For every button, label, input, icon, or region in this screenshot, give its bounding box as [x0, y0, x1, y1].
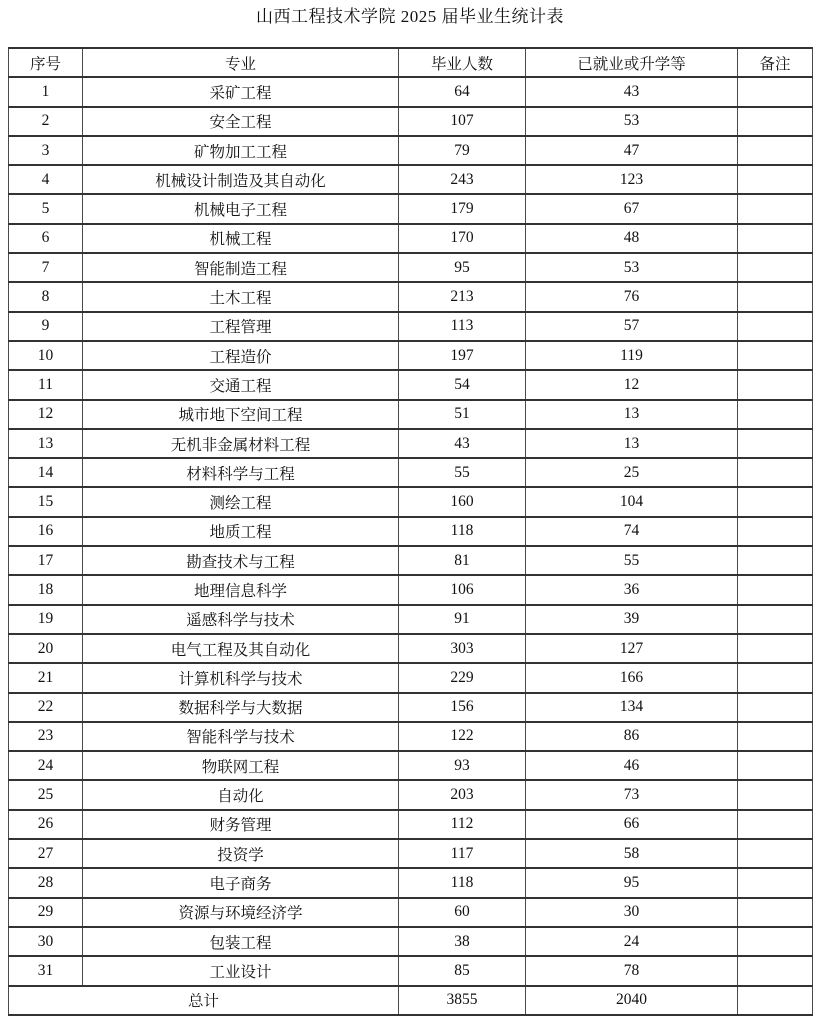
table-row: [9, 224, 813, 253]
row-major-cell: 机械工程: [83, 224, 399, 253]
row-remark-cell: [738, 898, 813, 927]
row-graduates-cell: 156: [399, 693, 526, 722]
row-remark-cell: [738, 810, 813, 839]
row-major-cell: 资源与环境经济学: [83, 898, 399, 927]
row-remark-cell: [738, 693, 813, 722]
row-graduates-cell: 112: [399, 810, 526, 839]
total-row: [9, 986, 813, 1015]
row-index-cell: 1: [9, 77, 83, 106]
row-remark-cell: [738, 429, 813, 458]
row-index-cell: 27: [9, 839, 83, 868]
row-employed-cell: 13: [526, 429, 738, 458]
total-remark: [738, 986, 813, 1015]
row-remark-cell: [738, 722, 813, 751]
row-employed-cell: 104: [526, 487, 738, 516]
row-index-cell: 13: [9, 429, 83, 458]
row-graduates-cell: 91: [399, 605, 526, 634]
row-remark-cell: [738, 370, 813, 399]
row-index-cell: 3: [9, 136, 83, 165]
table-row: [9, 634, 813, 663]
total-graduates: 3855: [399, 986, 526, 1015]
row-employed-cell: 39: [526, 605, 738, 634]
table-row: [9, 927, 813, 956]
row-employed-cell: 86: [526, 722, 738, 751]
row-major-cell: 地质工程: [83, 517, 399, 546]
row-index-cell: 28: [9, 868, 83, 897]
table-row: [9, 693, 813, 722]
row-graduates-cell: 55: [399, 458, 526, 487]
row-graduates-cell: 106: [399, 575, 526, 604]
row-graduates-cell: 85: [399, 956, 526, 985]
row-graduates-cell: 51: [399, 400, 526, 429]
row-major-cell: 勘查技术与工程: [83, 546, 399, 575]
row-index-cell: 17: [9, 546, 83, 575]
row-remark-cell: [738, 927, 813, 956]
row-major-cell: 智能科学与技术: [83, 722, 399, 751]
row-major-cell: 材料科学与工程: [83, 458, 399, 487]
row-index-cell: 14: [9, 458, 83, 487]
row-employed-cell: 48: [526, 224, 738, 253]
table-row: [9, 487, 813, 516]
row-major-cell: 工程造价: [83, 341, 399, 370]
table-row: [9, 282, 813, 311]
table-row: [9, 868, 813, 897]
row-graduates-cell: 303: [399, 634, 526, 663]
row-major-cell: 测绘工程: [83, 487, 399, 516]
row-index-cell: 26: [9, 810, 83, 839]
row-employed-cell: 55: [526, 546, 738, 575]
total-employed: 2040: [526, 986, 738, 1015]
table-row: [9, 605, 813, 634]
row-employed-cell: 53: [526, 107, 738, 136]
row-index-cell: 25: [9, 780, 83, 809]
row-employed-cell: 78: [526, 956, 738, 985]
row-remark-cell: [738, 253, 813, 282]
row-index-cell: 10: [9, 341, 83, 370]
row-index-cell: 16: [9, 517, 83, 546]
row-index-cell: 9: [9, 312, 83, 341]
row-graduates-cell: 43: [399, 429, 526, 458]
row-remark-cell: [738, 282, 813, 311]
table-row: [9, 370, 813, 399]
row-major-cell: 无机非金属材料工程: [83, 429, 399, 458]
row-index-cell: 2: [9, 107, 83, 136]
row-major-cell: 电气工程及其自动化: [83, 634, 399, 663]
row-index-cell: 24: [9, 751, 83, 780]
row-graduates-cell: 54: [399, 370, 526, 399]
row-remark-cell: [738, 77, 813, 106]
row-graduates-cell: 118: [399, 517, 526, 546]
row-remark-cell: [738, 839, 813, 868]
row-major-cell: 土木工程: [83, 282, 399, 311]
row-employed-cell: 119: [526, 341, 738, 370]
row-employed-cell: 13: [526, 400, 738, 429]
row-employed-cell: 66: [526, 810, 738, 839]
row-employed-cell: 30: [526, 898, 738, 927]
row-employed-cell: 127: [526, 634, 738, 663]
table-row: [9, 253, 813, 282]
row-graduates-cell: 113: [399, 312, 526, 341]
row-employed-cell: 166: [526, 663, 738, 692]
table-row: [9, 663, 813, 692]
row-remark-cell: [738, 341, 813, 370]
row-major-cell: 机械设计制造及其自动化: [83, 165, 399, 194]
row-employed-cell: 43: [526, 77, 738, 106]
table-row: [9, 839, 813, 868]
row-major-cell: 工程管理: [83, 312, 399, 341]
table-row: [9, 780, 813, 809]
row-graduates-cell: 213: [399, 282, 526, 311]
row-graduates-cell: 160: [399, 487, 526, 516]
row-major-cell: 自动化: [83, 780, 399, 809]
row-remark-cell: [738, 224, 813, 253]
row-index-cell: 6: [9, 224, 83, 253]
row-major-cell: 工业设计: [83, 956, 399, 985]
row-employed-cell: 67: [526, 194, 738, 223]
row-index-cell: 5: [9, 194, 83, 223]
row-remark-cell: [738, 956, 813, 985]
table-body: [9, 77, 813, 985]
row-graduates-cell: 64: [399, 77, 526, 106]
column-header-index: 序号: [9, 48, 83, 77]
row-graduates-cell: 107: [399, 107, 526, 136]
row-index-cell: 31: [9, 956, 83, 985]
row-index-cell: 18: [9, 575, 83, 604]
row-remark-cell: [738, 751, 813, 780]
row-remark-cell: [738, 546, 813, 575]
table-row: [9, 898, 813, 927]
table-row: [9, 136, 813, 165]
row-employed-cell: 53: [526, 253, 738, 282]
row-remark-cell: [738, 400, 813, 429]
row-graduates-cell: 81: [399, 546, 526, 575]
row-graduates-cell: 117: [399, 839, 526, 868]
row-remark-cell: [738, 165, 813, 194]
row-index-cell: 7: [9, 253, 83, 282]
table-row: [9, 956, 813, 985]
row-remark-cell: [738, 575, 813, 604]
row-employed-cell: 74: [526, 517, 738, 546]
row-major-cell: 财务管理: [83, 810, 399, 839]
row-index-cell: 8: [9, 282, 83, 311]
table-row: [9, 77, 813, 106]
row-major-cell: 交通工程: [83, 370, 399, 399]
row-major-cell: 数据科学与大数据: [83, 693, 399, 722]
row-graduates-cell: 122: [399, 722, 526, 751]
row-index-cell: 22: [9, 693, 83, 722]
row-employed-cell: 134: [526, 693, 738, 722]
row-graduates-cell: 79: [399, 136, 526, 165]
table-row: [9, 517, 813, 546]
row-remark-cell: [738, 634, 813, 663]
row-graduates-cell: 93: [399, 751, 526, 780]
table-row: [9, 722, 813, 751]
table-row: [9, 458, 813, 487]
table-row: [9, 810, 813, 839]
row-graduates-cell: 170: [399, 224, 526, 253]
row-graduates-cell: 243: [399, 165, 526, 194]
row-graduates-cell: 229: [399, 663, 526, 692]
row-employed-cell: 24: [526, 927, 738, 956]
row-index-cell: 12: [9, 400, 83, 429]
row-major-cell: 安全工程: [83, 107, 399, 136]
row-employed-cell: 95: [526, 868, 738, 897]
row-graduates-cell: 179: [399, 194, 526, 223]
row-index-cell: 4: [9, 165, 83, 194]
row-employed-cell: 46: [526, 751, 738, 780]
row-major-cell: 地理信息科学: [83, 575, 399, 604]
column-header-major: 专业: [83, 48, 399, 77]
row-major-cell: 包装工程: [83, 927, 399, 956]
row-remark-cell: [738, 663, 813, 692]
row-remark-cell: [738, 517, 813, 546]
table-row: [9, 165, 813, 194]
row-index-cell: 23: [9, 722, 83, 751]
row-major-cell: 矿物加工工程: [83, 136, 399, 165]
row-index-cell: 15: [9, 487, 83, 516]
row-employed-cell: 58: [526, 839, 738, 868]
table-row: [9, 751, 813, 780]
table-header-row: [9, 48, 813, 77]
graduate-stats-table: [8, 47, 813, 1016]
row-employed-cell: 123: [526, 165, 738, 194]
table-row: [9, 341, 813, 370]
row-graduates-cell: 38: [399, 927, 526, 956]
column-header-remark: 备注: [738, 48, 813, 77]
row-major-cell: 机械电子工程: [83, 194, 399, 223]
table-row: [9, 107, 813, 136]
row-remark-cell: [738, 312, 813, 341]
table-row: [9, 546, 813, 575]
page-title: 山西工程技术学院 2025 届毕业生统计表: [256, 7, 564, 26]
row-index-cell: 21: [9, 663, 83, 692]
row-employed-cell: 57: [526, 312, 738, 341]
row-major-cell: 采矿工程: [83, 77, 399, 106]
table-row: [9, 312, 813, 341]
column-header-graduates: 毕业人数: [399, 48, 526, 77]
row-major-cell: 投资学: [83, 839, 399, 868]
total-label: 总计: [9, 986, 399, 1015]
table-row: [9, 194, 813, 223]
row-major-cell: 城市地下空间工程: [83, 400, 399, 429]
table-row: [9, 400, 813, 429]
row-employed-cell: 73: [526, 780, 738, 809]
row-remark-cell: [738, 136, 813, 165]
row-major-cell: 物联网工程: [83, 751, 399, 780]
row-major-cell: 计算机科学与技术: [83, 663, 399, 692]
row-remark-cell: [738, 780, 813, 809]
row-graduates-cell: 203: [399, 780, 526, 809]
row-graduates-cell: 60: [399, 898, 526, 927]
row-major-cell: 电子商务: [83, 868, 399, 897]
row-remark-cell: [738, 487, 813, 516]
row-remark-cell: [738, 868, 813, 897]
row-graduates-cell: 197: [399, 341, 526, 370]
row-remark-cell: [738, 194, 813, 223]
row-employed-cell: 76: [526, 282, 738, 311]
row-remark-cell: [738, 458, 813, 487]
row-major-cell: 智能制造工程: [83, 253, 399, 282]
row-employed-cell: 36: [526, 575, 738, 604]
row-remark-cell: [738, 107, 813, 136]
row-graduates-cell: 95: [399, 253, 526, 282]
table-row: [9, 429, 813, 458]
row-index-cell: 20: [9, 634, 83, 663]
row-graduates-cell: 118: [399, 868, 526, 897]
row-index-cell: 30: [9, 927, 83, 956]
row-employed-cell: 47: [526, 136, 738, 165]
column-header-employed: 已就业或升学等: [526, 48, 738, 77]
row-major-cell: 遥感科学与技术: [83, 605, 399, 634]
row-employed-cell: 12: [526, 370, 738, 399]
row-index-cell: 29: [9, 898, 83, 927]
row-index-cell: 11: [9, 370, 83, 399]
row-index-cell: 19: [9, 605, 83, 634]
table-row: [9, 575, 813, 604]
row-remark-cell: [738, 605, 813, 634]
row-employed-cell: 25: [526, 458, 738, 487]
